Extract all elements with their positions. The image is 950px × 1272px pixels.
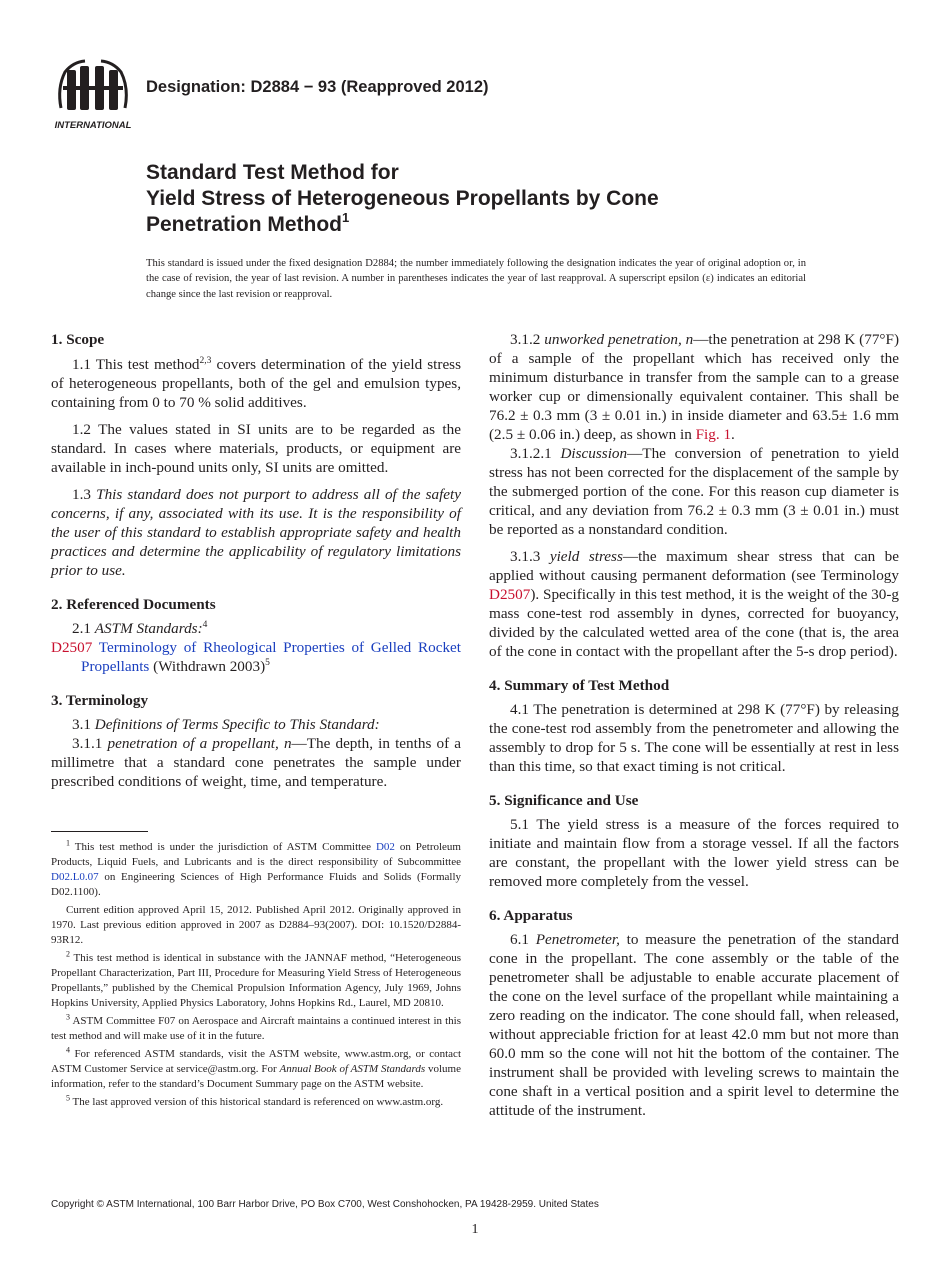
ref-title-link[interactable]: Terminology of Rheological Properties of Gelled Rocket Propellants: [81, 639, 461, 675]
footnote-3: $^3$ ASTM Committee F07 on Aerospace and Aircraft maintains a continued interest in this test method and will make use of it in the future.: [51, 1012, 461, 1042]
d2507-link[interactable]: D2507: [489, 586, 531, 603]
footnote-ref[interactable]: 4: [202, 619, 208, 630]
subcommittee-link[interactable]: D02.L0.07: [51, 871, 99, 883]
copyright-notice: Copyright © ASTM International, 100 Barr Harbor Drive, PO Box C700, West Conshohocken, PA 19428-2959. United States: [51, 1199, 599, 1210]
astm-logo: [51, 58, 135, 132]
title-footnote-ref[interactable]: 1: [342, 210, 350, 225]
section-1-heading: 1. Scope: [51, 331, 105, 348]
section-4-heading: 4. Summary of Test Method: [489, 677, 670, 694]
footnote-1: $^1$ This test method is under the jurisdiction of ASTM Committee D02 on Petroleum Products, Liquid Fuels, and Lubricants and is the direct responsibility of Subcommittee D02.L0.07 on Engineering Sciences of High Performance Fluids and Solids (Formally D02.1100).: [51, 838, 461, 898]
edition-note: Current edition approved April 15, 2012. Published April 2012. Originally approved in 1970. Last previous edition approved in 2007 as D2884–93(2007). DOI: 10.1520/D2884-93R12.: [51, 904, 461, 946]
para-3-1-2-1: 3.1.2.1 Discussion—The conversion of penetration to yield stress has not been corrected for the displacement of the sample by the submerged portion of the cone. For this reason cup diameter is critical, and any deviation from 76.2 ± 0.3 mm (3 ± 0.01 in.) must be reported as a nonstandard condition.: [489, 445, 900, 538]
section-6-heading: 6. Apparatus: [489, 907, 573, 924]
para-3-1-3: 3.1.3 yield stress—the maximum shear stress that can be applied without causing permanent deformation (see Terminology D2507). Specifically in this test method, it is the weight of the 30-g mass cone-test rod assembly in dynes, corrected for buoyancy, divided by the calculated wetted area of the cone (that is, the area of the cone in contact with the propellant after the 5-s drop period).: [489, 548, 899, 660]
footnote-divider: [51, 831, 148, 832]
footnote-ref[interactable]: 2,3: [199, 355, 212, 366]
page-number: 1: [471, 1222, 479, 1237]
left-column: [51, 330, 461, 791]
footnotes: [51, 840, 461, 1110]
para-3-1-2: 3.1.2 unworked penetration, n—the penetration at 298 K (77°F) of a sample of the propellant which has received only the minimum disturbance in transfer from the sample can to a grease worker cup or dimensionally equivalent container. This shall be 76.2 ± 0.3 mm (3 ± 0.01 in.) in inside diameter and 63.5± 1.6 mm (2.5 ± 0.06 in.) deep, as shown in Fig. 1.: [489, 331, 900, 443]
para-3-1: 3.1 Definitions of Terms Specific to This Standard:: [72, 716, 380, 733]
para-4-1: 4.1 The penetration is determined at 298 K (77°F) by releasing the cone-test rod assembly from the penetrometer and allowing the assembly to drop for 5 s. The cone will be essentially at rest in less than this time, so that exact timing is not critical.: [489, 701, 899, 775]
para-3-1-1: 3.1.1 penetration of a propellant, n—The depth, in tenths of a millimetre that a standard cone penetrates the sample under prescribed conditions of weight, time, and temperature.: [51, 735, 461, 790]
footnote-4: $^4$ For referenced ASTM standards, visit the ASTM website, www.astm.org, or contact ASTM Customer Service at service@astm.org. For Annual Book of ASTM Standards volume information, refer to the standard’s Document Summary page on the ASTM website.: [51, 1045, 461, 1090]
designation: Designation: D2884 − 93 (Reapproved 2012): [146, 78, 489, 96]
footnote-5: $^5$ The last approved version of this historical standard is referenced on www.astm.org.: [66, 1093, 444, 1108]
section-5-heading: 5. Significance and Use: [489, 792, 639, 809]
document-title: [146, 160, 866, 240]
logo-subtitle: INTERNATIONAL: [54, 120, 132, 131]
para-5-1: 5.1 The yield stress is a measure of the forces required to initiate and maintain flow from a storage vessel. If all the factors are constant, the propellant with the lower yield stress can be removed more completely from the vessel.: [489, 816, 899, 890]
title-line-2: Yield Stress of Heterogeneous Propellants by Cone: [146, 187, 659, 210]
title-line-1: Standard Test Method for: [146, 161, 399, 184]
figure-1-link[interactable]: Fig. 1: [695, 426, 732, 443]
right-column: [489, 330, 899, 1120]
title-line-3: Penetration Method$^1$: [146, 210, 350, 236]
reference-d2507: D2507 Terminology of Rheological Properties of Gelled Rocket Propellants (Withdrawn 2003)$^5$: [51, 639, 461, 675]
para-1-1: 1.1 This test method$^{2,3}$ covers determination of the yield stress of heterogeneous propellants, both of the gel and emulsion types, containing from 0 to 70 % solid additives.: [51, 355, 461, 411]
section-3-heading: 3. Terminology: [51, 692, 149, 709]
para-1-3: 1.3 This standard does not purport to address all of the safety concerns, if any, associated with its use. It is the responsibility of the user of this standard to establish appropriate safety and health practices and determine the applicability of regulatory limitations prior to use.: [51, 486, 462, 579]
para-1-2: 1.2 The values stated in SI units are to be regarded as the standard. In cases where materials, products, or equipment are available in inch-pound units only, SI units are omitted.: [51, 421, 461, 476]
para-2-1: 2.1 ASTM Standards:$^4$: [72, 619, 208, 637]
ref-code-link[interactable]: D2507: [51, 639, 93, 656]
para-6-1: 6.1 Penetrometer, to measure the penetration of the standard cone in the propellant. The cone assembly or the table of the penetrometer shall be adjustable to enable accurate placement of the cone on the level surface of the propellant while maintaining a zero reading on the indicator. The cone should fall, when released, without appreciable friction for at least 42.0 mm but not more than 60.0 mm so the cone will not hit the bottom of the container. The instrument shall be provided with leveling screws to maintain the cone shaft in a vertical position and a spirit level to determine the attitude of the instrument.: [489, 931, 900, 1119]
section-2-heading: 2. Referenced Documents: [51, 596, 216, 613]
footnote-2: $^2$ This test method is identical in substance with the JANNAF method, “Heterogeneous Propellant Characterization, Part III, Procedure for Measuring Yield Stress of Heterogeneous Propellants,” published by the Chemical Propulsion Information Agency, July 1969, Johns Hopkins University, Applied Physics Laboratory, Johns Hopkins Rd., Laurel, MD 20810.: [51, 949, 461, 1009]
committee-link[interactable]: D02: [375, 841, 395, 853]
intro-note: This standard is issued under the fixed designation D2884; the number immediately following the designation indicates the year of original adoption or, in the case of revision, the year of last revision. A number in parentheses indicates the year of last reapproval. A superscript epsilon (ε) indicates an editorial change since the last revision or reapproval.: [146, 258, 806, 300]
footnote-ref[interactable]: 5: [265, 657, 270, 668]
